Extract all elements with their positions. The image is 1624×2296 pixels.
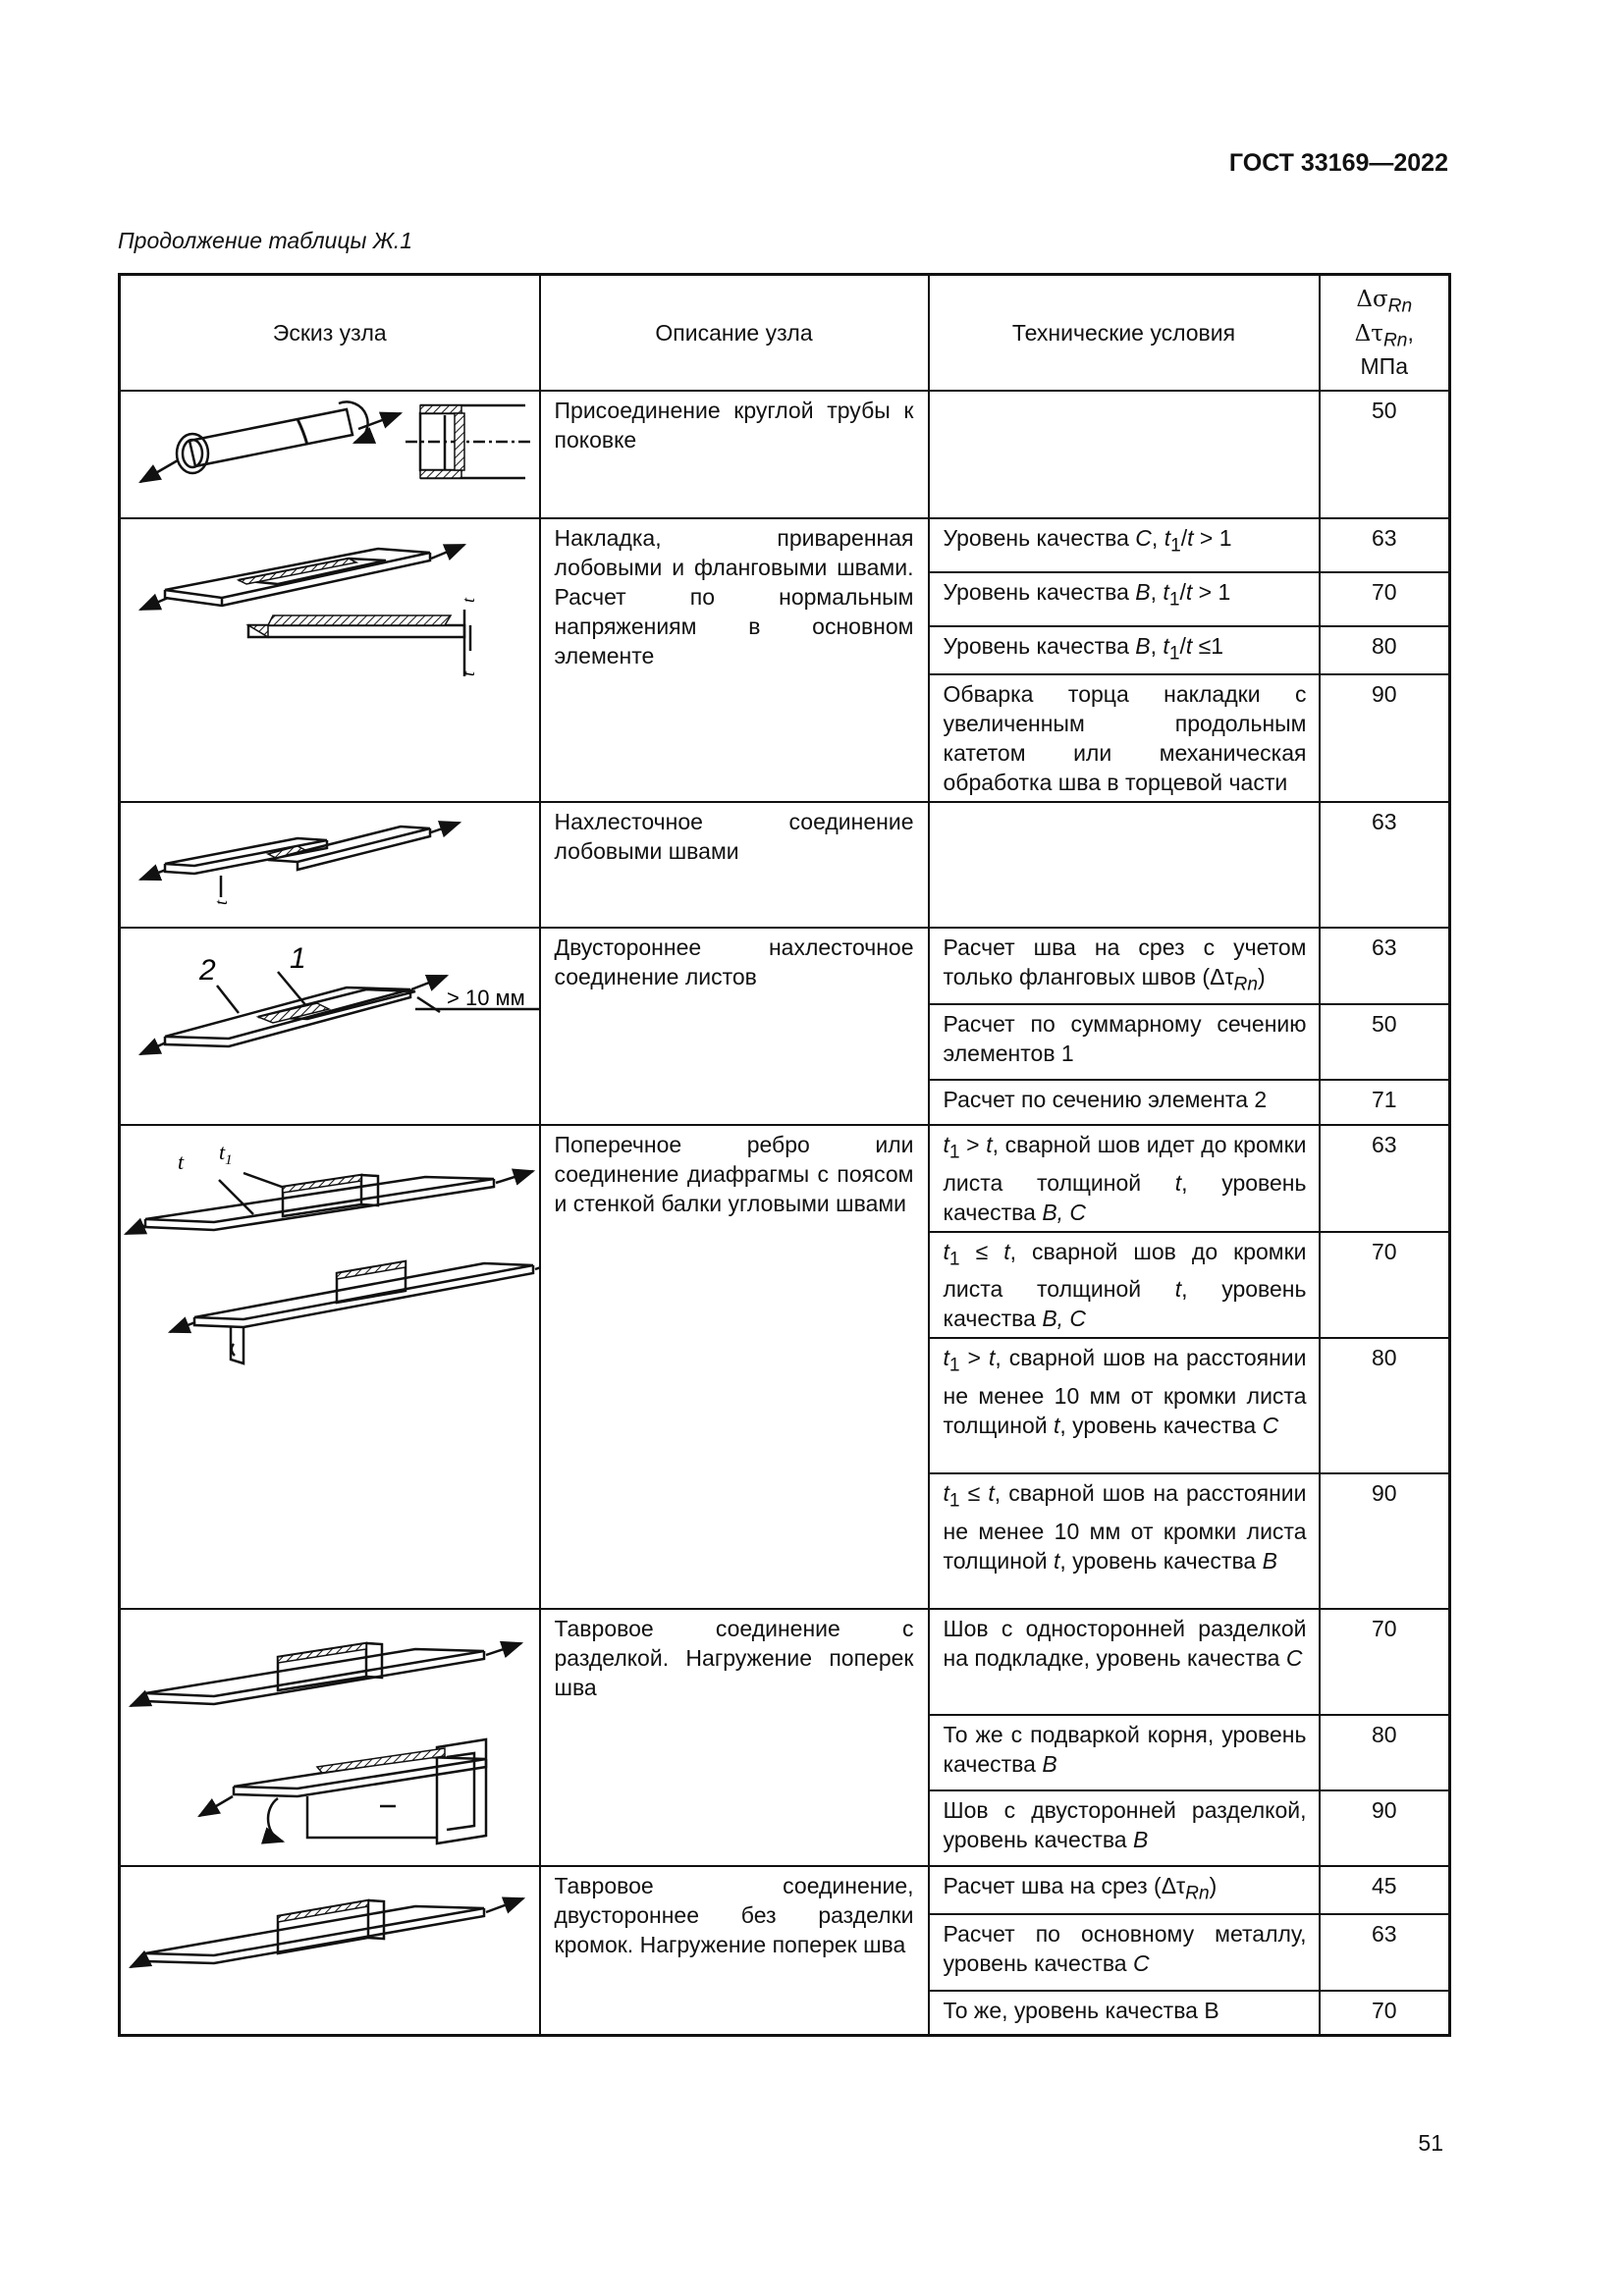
row-condition — [929, 1866, 1320, 1914]
sketch-label-t: t — [178, 1149, 185, 1175]
row-description: Накладка, приваренная лобовыми и фланговыми швами. Расчет по нормальным напряжениям в основном элементе — [540, 518, 929, 802]
cond-text: Уровень качества — [943, 525, 1136, 551]
cond-text: То же с подваркой корня, уровень качества — [943, 1722, 1307, 1778]
cond-italic: B — [1042, 1751, 1057, 1778]
cond-italic: t — [1053, 1547, 1060, 1574]
cond-text: Расчет шва на срез (Δτ — [943, 1873, 1186, 1899]
row-description: Тавровое соединение с разделкой. Нагружение поперек шва — [540, 1609, 929, 1866]
row-condition: Расчет по суммарному сечению элементов 1 — [929, 1004, 1320, 1080]
sketch-label-2: 2 — [199, 953, 216, 987]
row-condition — [929, 1790, 1320, 1866]
cond-italic: t — [1163, 633, 1169, 659]
row-value: 70 — [1320, 1991, 1450, 2036]
svg-text:t: t — [459, 670, 478, 676]
cond-italic: B, C — [1042, 1306, 1087, 1332]
row-value: 63 — [1320, 1914, 1450, 1990]
cond-italic: t — [943, 1480, 949, 1507]
table-header-row — [120, 275, 1450, 392]
cond-text: ) — [1209, 1873, 1218, 1899]
sketch-lap-joint-frontal — [120, 802, 540, 928]
col-header-conditions: Технические условия — [929, 275, 1320, 392]
fatigue-table — [118, 273, 1451, 2037]
cond-italic: C — [1262, 1412, 1279, 1438]
cond-italic: t — [1185, 579, 1193, 605]
col-header-sketch: Эскиз узла — [120, 275, 540, 392]
table-row — [120, 518, 1450, 572]
row-value: 80 — [1320, 1715, 1450, 1790]
sketch-transverse-rib — [120, 1125, 540, 1609]
row-condition — [929, 1338, 1320, 1473]
row-value: 50 — [1320, 391, 1450, 518]
row-value: 70 — [1320, 1609, 1450, 1715]
cond-text: , сварной шов до кромки листа толщиной — [943, 1238, 1307, 1303]
cond-italic: t — [988, 1345, 996, 1371]
cond-sub: 1 — [1168, 589, 1180, 611]
col-header-value — [1320, 275, 1450, 392]
cond-italic: t — [986, 1132, 993, 1158]
col-header-unit: МПа — [1360, 353, 1408, 380]
col-header-tau: Δτ — [1354, 320, 1383, 347]
row-description: Поперечное ребро или соединение диафрагмы с поясом и стенкой балки угловыми швами — [540, 1125, 929, 1609]
row-condition — [929, 1609, 1320, 1715]
svg-text:t: t — [459, 597, 478, 603]
sketch-label-1: 1 — [290, 941, 306, 975]
row-description: Нахлесточное соединение лобовыми швами — [540, 802, 929, 928]
cond-italic: B — [1262, 1547, 1277, 1574]
cond-italic: t — [1185, 633, 1193, 659]
cond-text: , — [1151, 525, 1164, 551]
row-condition — [929, 1914, 1320, 1990]
row-condition: Расчет по сечению элемента 2 — [929, 1080, 1320, 1125]
cond-sub: 1 — [1170, 535, 1181, 557]
cond-text: Расчет по основному металлу, уровень качества — [943, 1921, 1307, 1977]
cond-text: > — [959, 1345, 989, 1371]
table-row — [120, 1609, 1450, 1715]
row-value: 70 — [1320, 572, 1450, 626]
cond-text: , — [1150, 633, 1164, 659]
table-row — [120, 802, 1450, 928]
cond-text: , уровень качества — [1059, 1412, 1263, 1438]
cond-italic: t — [988, 1480, 995, 1507]
row-value: 50 — [1320, 1004, 1450, 1080]
cond-italic: t — [1003, 1238, 1010, 1264]
cond-sub: 1 — [948, 1249, 960, 1270]
cond-sub: 1 — [948, 1490, 960, 1512]
row-value: 80 — [1320, 626, 1450, 674]
row-value: 63 — [1320, 802, 1450, 928]
cond-text: , уровень качества — [1059, 1547, 1263, 1574]
table-continuation-caption: Продолжение таблицы Ж.1 — [118, 228, 413, 253]
svg-text:t: t — [211, 899, 231, 905]
cond-text: Уровень качества — [943, 579, 1136, 605]
cond-italic: t — [1174, 1276, 1182, 1303]
cond-text: > 1 — [1192, 579, 1231, 605]
col-header-description: Описание узла — [540, 275, 929, 392]
cond-italic: C — [1132, 1950, 1150, 1977]
cond-italic: t — [943, 1238, 949, 1264]
row-condition: Обварка торца накладки с увеличенным продольным катетом или механическая обработка шва в торцевой части — [929, 674, 1320, 802]
cond-text: , уровень качества — [943, 1169, 1307, 1225]
row-value: 71 — [1320, 1080, 1450, 1125]
row-value: 63 — [1320, 928, 1450, 1005]
row-condition — [929, 572, 1320, 626]
col-header-sigma-sub: Rn — [1387, 295, 1413, 317]
row-conditions-empty — [929, 391, 1320, 518]
cond-italic: B — [1135, 579, 1151, 605]
cond-italic: B — [1135, 633, 1151, 659]
sketch-t-joint-fillet — [120, 1866, 540, 2036]
row-description: Двустороннее нахлесточное соединение листов — [540, 928, 929, 1126]
cond-text: Уровень качества — [943, 633, 1136, 659]
sketch-cover-plate — [120, 518, 540, 802]
cond-italic: B — [1132, 1827, 1149, 1853]
cond-sub: 1 — [948, 1355, 960, 1376]
cond-text: ≤1 — [1192, 633, 1224, 659]
cond-text: > — [959, 1132, 987, 1158]
cond-sub: Rn — [1185, 1883, 1210, 1904]
cond-text: / — [1179, 633, 1186, 659]
row-value: 90 — [1320, 1473, 1450, 1609]
sketch-label-gap: > 10 мм — [447, 985, 525, 1010]
row-condition — [929, 1715, 1320, 1790]
cond-text: , уровень качества — [943, 1276, 1307, 1332]
sketch-label-t1: $t_1$ — [219, 1140, 233, 1169]
cond-text: ) — [1258, 963, 1266, 989]
cond-text: Шов с двусторонней разделкой, уровень качества — [943, 1797, 1307, 1853]
cond-text: > 1 — [1193, 525, 1232, 551]
cond-sub: Rn — [1233, 974, 1259, 995]
sketch-tube-to-forging — [120, 391, 540, 518]
sketch-t-joint-bevel — [120, 1609, 540, 1866]
cond-text: ≤ — [959, 1238, 1004, 1264]
cond-italic: B, C — [1042, 1199, 1087, 1225]
cond-sub: 1 — [1168, 643, 1180, 665]
cond-text: / — [1180, 525, 1188, 551]
row-value: 45 — [1320, 1866, 1450, 1914]
cond-text: , — [1150, 579, 1164, 605]
row-description: Присоединение круглой трубы к поковке — [540, 391, 929, 518]
cond-italic: t — [943, 1345, 949, 1371]
row-value: 90 — [1320, 674, 1450, 802]
row-conditions-empty — [929, 802, 1320, 928]
cond-italic: t — [1174, 1169, 1182, 1196]
sketch-double-lap — [120, 928, 540, 1126]
col-header-tau-sub: Rn — [1382, 330, 1408, 351]
table-row — [120, 391, 1450, 518]
row-value: 90 — [1320, 1790, 1450, 1866]
standard-number: ГОСТ 33169—2022 — [1228, 149, 1448, 177]
cond-sub: 1 — [948, 1142, 960, 1163]
cond-text: , сварной шов на расстоянии не менее 10 мм от кромки листа толщиной — [943, 1345, 1307, 1438]
cond-italic: t — [1053, 1412, 1060, 1438]
table-row — [120, 928, 1450, 1005]
row-condition — [929, 1473, 1320, 1609]
cond-italic: t — [1164, 525, 1171, 551]
cond-text: , сварной шов на расстоянии не менее 10 мм от кромки листа толщиной — [943, 1480, 1307, 1574]
row-condition — [929, 1232, 1320, 1339]
row-description: Тавровое соединение, двустороннее без разделки кромок. Нагружение поперек шва — [540, 1866, 929, 2036]
cond-italic: t — [1187, 525, 1194, 551]
cond-italic: C — [1135, 525, 1152, 551]
row-condition — [929, 928, 1320, 1005]
page-number: 51 — [1418, 2130, 1443, 2156]
table-row — [120, 1866, 1450, 1914]
cond-text: / — [1179, 579, 1186, 605]
row-value: 63 — [1320, 1125, 1450, 1232]
row-condition — [929, 1125, 1320, 1232]
row-value: 63 — [1320, 518, 1450, 572]
row-condition — [929, 626, 1320, 674]
cond-italic: C — [1285, 1645, 1303, 1672]
cond-text: Шов с односторонней разделкой на подкладке, уровень качества — [943, 1616, 1307, 1672]
cond-italic: t — [943, 1132, 949, 1158]
row-condition: То же, уровень качества B — [929, 1991, 1320, 2036]
col-header-comma: , — [1407, 319, 1414, 346]
cond-text: ≤ — [959, 1480, 989, 1507]
cond-italic: t — [1163, 579, 1169, 605]
col-header-sigma: Δσ — [1356, 286, 1388, 312]
cond-text: , сварной шов идет до кромки листа толщиной — [943, 1132, 1307, 1196]
row-condition — [929, 518, 1320, 572]
row-value: 70 — [1320, 1232, 1450, 1339]
cond-text: Расчет шва на срез с учетом только фланговых швов (Δτ — [943, 934, 1307, 989]
row-value: 80 — [1320, 1338, 1450, 1473]
table-row — [120, 1125, 1450, 1232]
